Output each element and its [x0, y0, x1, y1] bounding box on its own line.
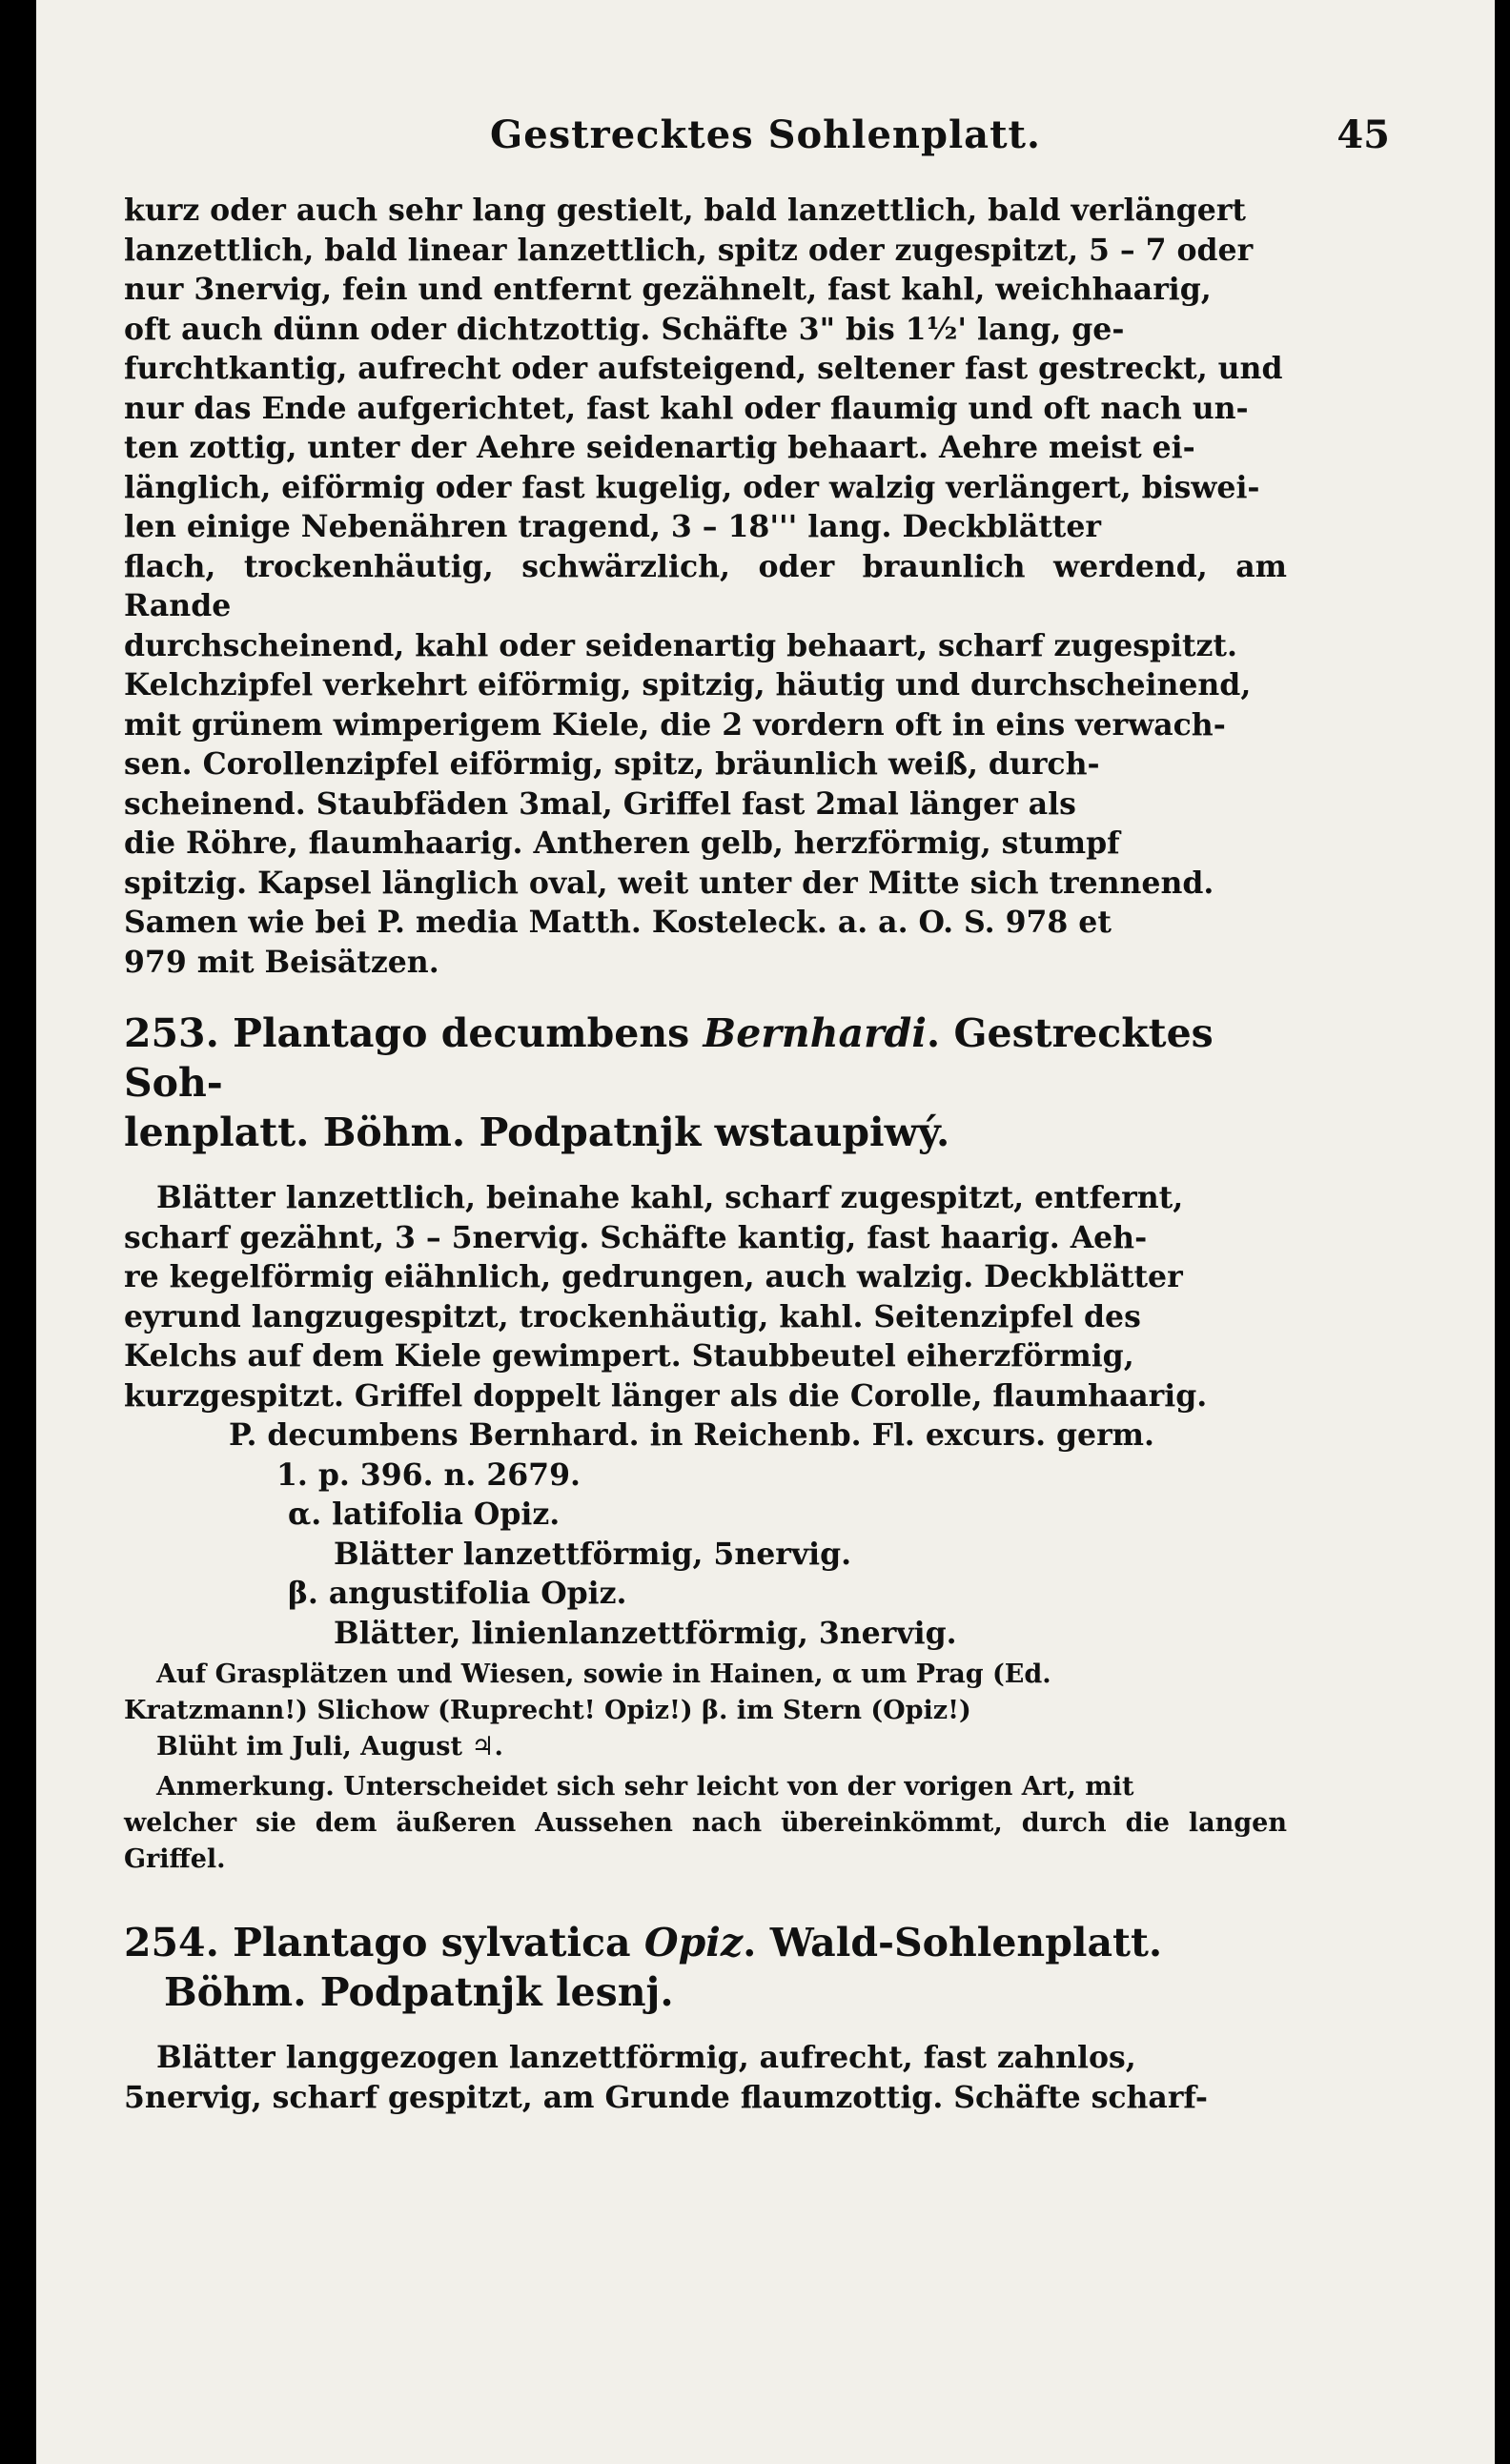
text-line: oft auch dünn oder dichtzottig. Schäfte 3" bis 1½' lang, ge- — [124, 311, 1125, 347]
text-line: spitzig. Kapsel länglich oval, weit unter der Mitte sich trennend. — [124, 865, 1214, 901]
flowering-time: Blüht im Juli, August ♃. — [156, 1732, 503, 1761]
text-line: 5nervig, scharf gespitzt, am Grunde flaumzottig. Schäfte scharf- — [124, 2079, 1208, 2115]
text-line: scharf gezähnt, 3 – 5nervig. Schäfte kantig, fast haarig. Aeh- — [124, 1219, 1148, 1255]
entry-254-author: Opiz — [643, 1920, 744, 1965]
entry-253-author: Bernhardi — [703, 1010, 927, 1056]
variety-alpha: α. latifolia Opiz. — [288, 1497, 561, 1532]
variety-beta-description: Blätter, linienlanzettförmig, 3nervig. — [334, 1615, 957, 1651]
text-line: durchscheinend, kahl oder seidenartig behaart, scharf zugespitzt. — [124, 627, 1237, 663]
reference-line: P. decumbens Bernhard. in Reichenb. Fl. excurs. germ. — [229, 1417, 1154, 1453]
text-line: mit grünem wimperigem Kiele, die 2 vordern oft in eins verwach- — [124, 706, 1226, 743]
text-line: Blätter lanzettlich, beinahe kahl, scharf zugespitzt, entfernt, — [156, 1180, 1184, 1215]
text-line: Blätter langgezogen lanzettförmig, aufrecht, fast zahnlos, — [156, 2040, 1136, 2075]
text-line: sen. Corollenzipfel eiförmig, spitz, bräunlich weiß, durch- — [124, 746, 1100, 782]
variety-beta: β. angustifolia Opiz. — [288, 1576, 627, 1611]
text-line: furchtkantig, aufrecht oder aufsteigend, seltener fast gestreckt, und — [124, 351, 1283, 386]
text-line: eyrund langzugespitzt, trockenhäutig, kahl. Seitenzipfel des — [124, 1298, 1141, 1334]
page-number: 45 — [1337, 112, 1390, 157]
text-line: Samen wie bei P. media Matth. Kosteleck. a. a. O. S. 978 et — [124, 905, 1112, 940]
entry-253-heading-line2: lenplatt. Böhm. Podpatnjk wstaupiwý. — [124, 1110, 950, 1155]
text-line: kurzgespitzt. Griffel doppelt länger als die Corolle, flaumhaarig. — [124, 1377, 1208, 1414]
entry-253-heading — [124, 1008, 1287, 1157]
book-page — [36, 0, 1495, 2464]
note-line: welcher sie dem äußeren Aussehen nach übereinkömmt, durch die langen Griffel. — [124, 1808, 1287, 1874]
text-line: scheinend. Staubfäden 3mal, Griffel fast 2mal länger als — [124, 785, 1076, 822]
text-line: kurz oder auch sehr lang gestielt, bald lanzettlich, bald verlängert — [124, 193, 1246, 228]
entry-253-habitat — [124, 1657, 1287, 1878]
text-line: Kelchs auf dem Kiele gewimpert. Staubbeutel eiherzförmig, — [124, 1338, 1134, 1374]
text-line: nur 3nervig, fein und entfernt gezähnelt, fast kahl, weichhaarig, — [124, 272, 1212, 307]
habitat-line: Kratzmann!) Slichow (Ruprecht! Opiz!) β. im Stern (Opiz!) — [124, 1696, 971, 1725]
text-line: nur das Ende aufgerichtet, fast kahl oder flaumig und oft nach un- — [124, 390, 1249, 426]
entry-254-heading-line2: Böhm. Podpatnjk lesnj. — [164, 1969, 674, 2015]
entry-253-common-name: . Gestrecktes Soh- — [124, 1010, 1214, 1106]
text-line: die Röhre, flaumhaarig. Antheren gelb, herzförmig, stumpf — [124, 825, 1120, 861]
text-line: 979 mit Beisätzen. — [124, 944, 439, 980]
text-line: länglich, eiförmig oder fast kugelig, oder walzig verlängert, biswei- — [124, 469, 1260, 505]
text-line: re kegelförmig eiähnlich, gedrungen, auch walzig. Deckblätter — [124, 1259, 1183, 1294]
entry-254-title: 254. Plantago sylvatica — [124, 1920, 644, 1965]
entry-253-description — [124, 1178, 1287, 1415]
entry-254-heading — [124, 1918, 1287, 2017]
note-line: Anmerkung. Unterscheidet sich sehr leicht von der vorigen Art, mit — [156, 1772, 1134, 1802]
running-title: Gestrecktes Sohlenplatt. — [490, 112, 1041, 157]
text-line: lanzettlich, bald linear lanzettlich, spitz oder zugespitzt, 5 – 7 oder — [124, 232, 1254, 268]
habitat-line: Auf Grasplätzen und Wiesen, sowie in Hainen, α um Prag (Ed. — [156, 1660, 1051, 1689]
entry-253-title: 253. Plantago decumbens — [124, 1010, 704, 1056]
page-header — [36, 112, 1495, 170]
variety-alpha-description: Blätter lanzettförmig, 5nervig. — [334, 1536, 852, 1572]
text-line: ten zottig, unter der Aehre seidenartig behaart. Aehre meist ei- — [124, 430, 1195, 465]
reference-line: 1. p. 396. n. 2679. — [276, 1456, 581, 1493]
intro-paragraph — [124, 191, 1287, 982]
entry-254-description — [124, 2038, 1287, 2117]
page-body — [124, 191, 1287, 2117]
text-line: Kelchzipfel verkehrt eiförmig, spitzig, häutig und durchscheinend, — [124, 667, 1252, 703]
text-line: len einige Nebenähren tragend, 3 – 18''' lang. Deckblätter — [124, 509, 1101, 544]
entry-253-references — [124, 1415, 1287, 1653]
entry-254-common-name: . Wald-Sohlenplatt. — [743, 1920, 1163, 1965]
text-line: flach, trockenhäutig, schwärzlich, oder braunlich werdend, am Rande — [124, 548, 1287, 623]
